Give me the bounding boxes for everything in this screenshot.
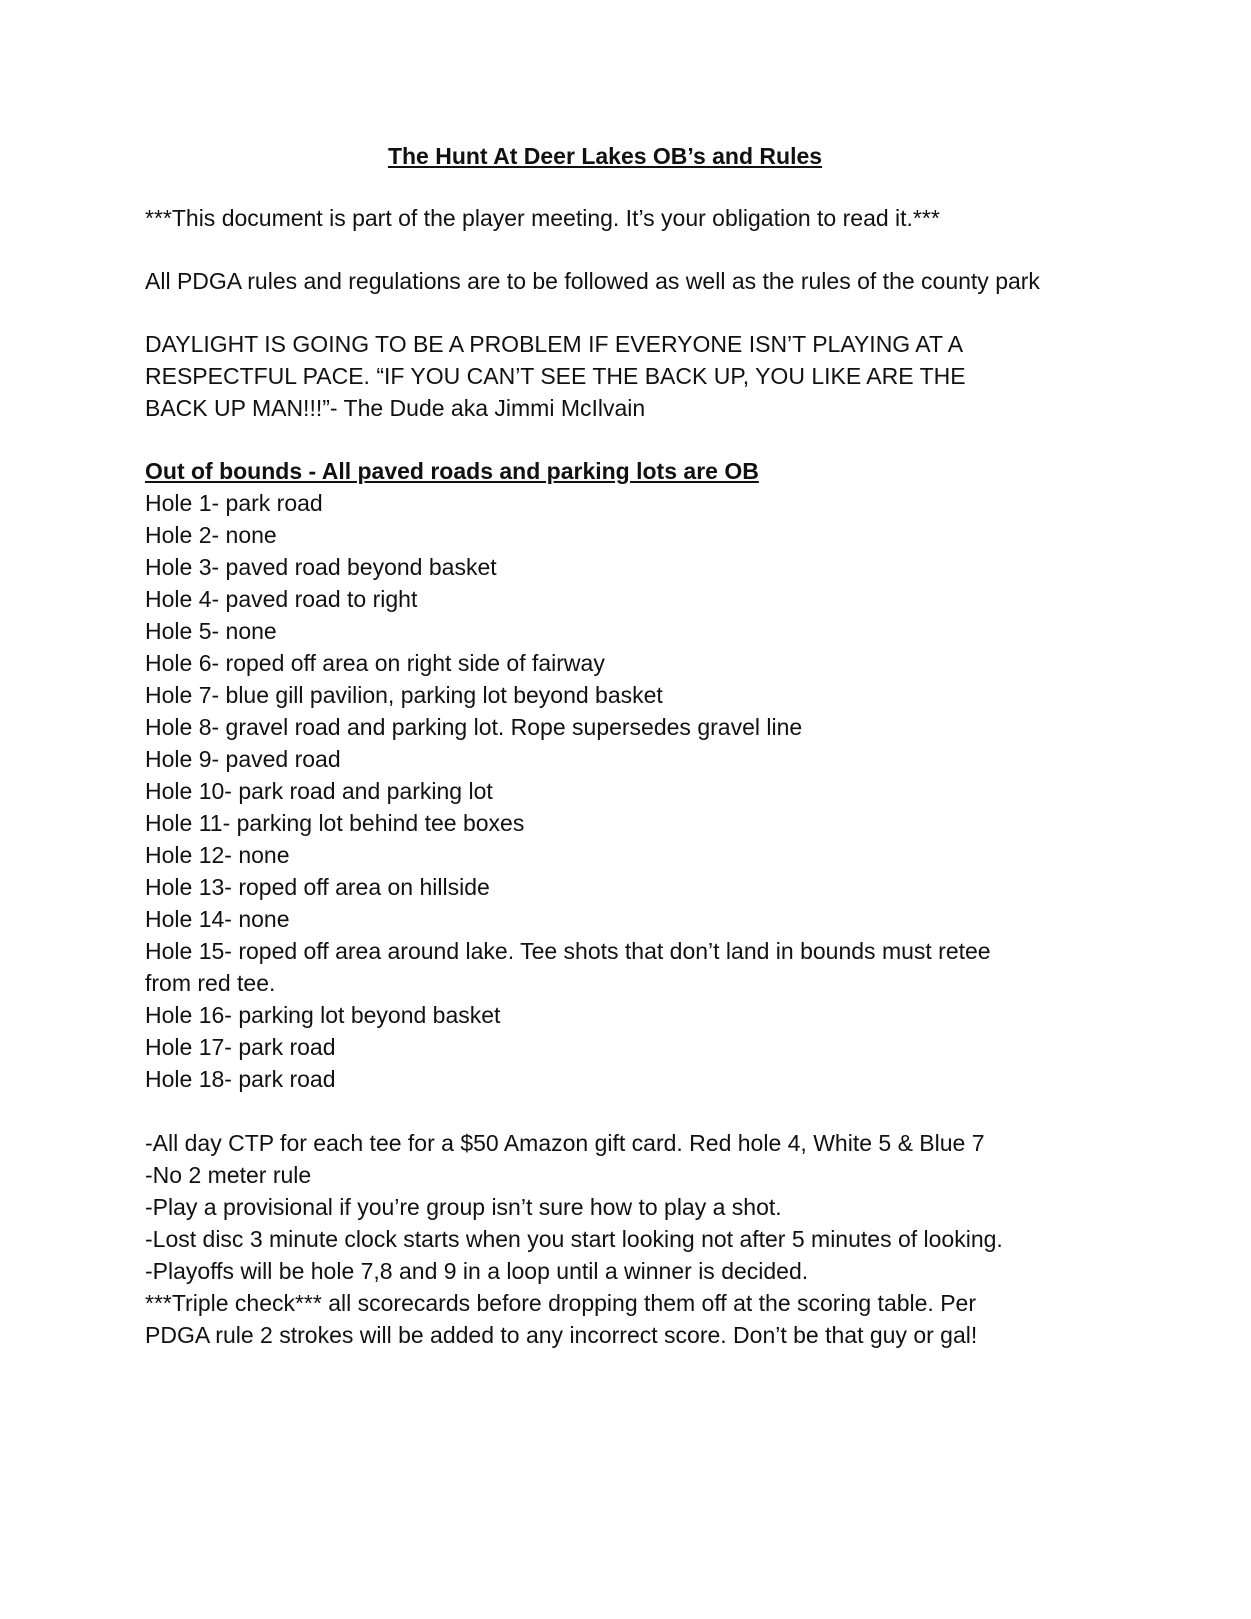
list-item: Hole 4- paved road to right: [145, 586, 418, 612]
list-item: -Play a provisional if you’re group isn’t sure how to play a shot.: [145, 1194, 782, 1220]
list-item: Hole 9- paved road: [145, 746, 341, 772]
list-item: Hole 16- parking lot beyond basket: [145, 1002, 501, 1028]
hole-ob-list: [145, 487, 1105, 1095]
list-item: Hole 8- gravel road and parking lot. Rope supersedes gravel line: [145, 714, 803, 740]
list-item: -Playoffs will be hole 7,8 and 9 in a loop until a winner is decided.: [145, 1258, 809, 1284]
player-meeting-notice: ***This document is part of the player meeting. It’s your obligation to read it.***: [145, 205, 940, 231]
rules-intro: All PDGA rules and regulations are to be followed as well as the rules of the county park: [145, 268, 1040, 294]
out-of-bounds-heading: Out of bounds - All paved roads and parking lots are OB: [145, 458, 759, 484]
list-item: Hole 1- park road: [145, 490, 323, 516]
list-item: -Lost disc 3 minute clock starts when you start looking not after 5 minutes of looking.: [145, 1226, 1003, 1252]
pace-warning: [145, 328, 1105, 424]
list-item: Hole 12- none: [145, 842, 290, 868]
list-item: Hole 5- none: [145, 618, 277, 644]
list-item: Hole 18- park road: [145, 1066, 336, 1092]
list-item: from red tee.: [145, 970, 276, 996]
list-item: Hole 17- park road: [145, 1034, 336, 1060]
list-item: Hole 15- roped off area around lake. Tee shots that don’t land in bounds must retee: [145, 938, 991, 964]
list-item: Hole 2- none: [145, 522, 277, 548]
list-item: -No 2 meter rule: [145, 1162, 312, 1188]
list-item: Hole 11- parking lot behind tee boxes: [145, 810, 525, 836]
list-item: Hole 3- paved road beyond basket: [145, 554, 497, 580]
pace-warning-line: RESPECTFUL PACE. “IF YOU CAN’T SEE THE BACK UP, YOU LIKE ARE THE: [145, 363, 966, 389]
pace-warning-line: BACK UP MAN!!!”- The Dude aka Jimmi McIlvain: [145, 395, 646, 421]
document-title: The Hunt At Deer Lakes OB’s and Rules: [387, 143, 823, 169]
list-item: Hole 14- none: [145, 906, 290, 932]
document-body: [145, 140, 1105, 1351]
list-item: PDGA rule 2 strokes will be added to any incorrect score. Don’t be that guy or gal!: [145, 1322, 978, 1348]
list-item: Hole 13- roped off area on hillside: [145, 874, 490, 900]
list-item: ***Triple check*** all scorecards before dropping them off at the scoring table. Per: [145, 1290, 976, 1316]
pace-warning-line: DAYLIGHT IS GOING TO BE A PROBLEM IF EVERYONE ISN’T PLAYING AT A: [145, 331, 964, 357]
list-item: -All day CTP for each tee for a $50 Amazon gift card. Red hole 4, White 5 & Blue 7: [145, 1130, 985, 1156]
list-item: Hole 7- blue gill pavilion, parking lot beyond basket: [145, 682, 663, 708]
list-item: Hole 6- roped off area on right side of fairway: [145, 650, 605, 676]
tournament-notes: [145, 1127, 1105, 1351]
list-item: Hole 10- park road and parking lot: [145, 778, 493, 804]
